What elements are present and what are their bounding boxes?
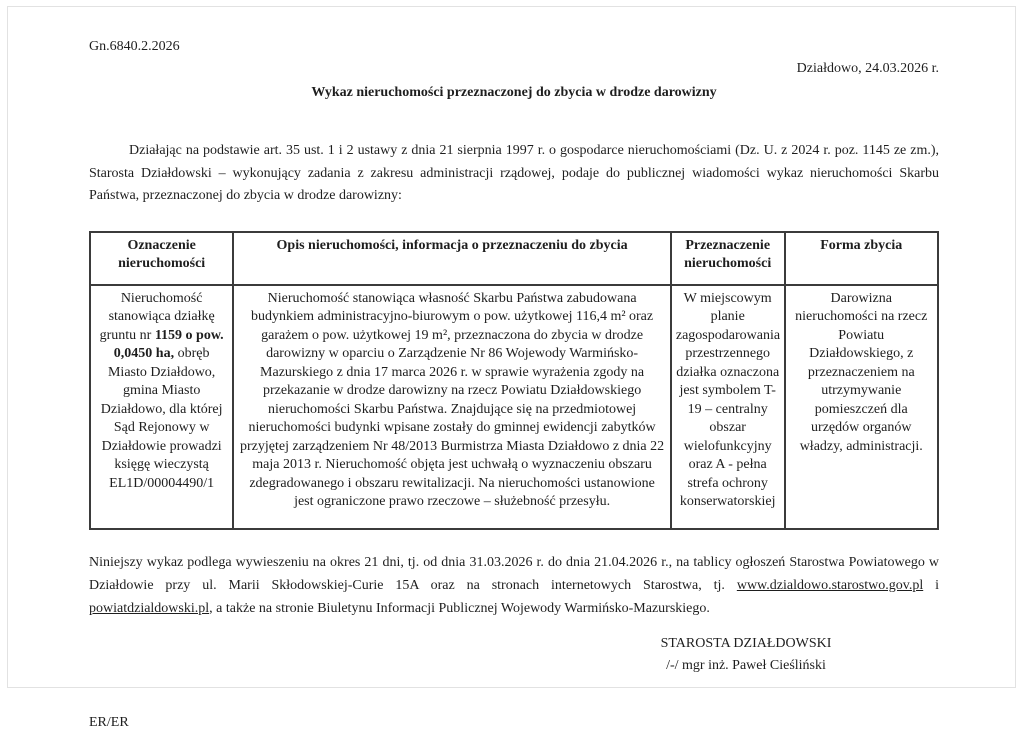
signature-title: STAROSTA DZIAŁDOWSKI <box>660 635 832 651</box>
column-header-purpose: Przeznaczenie nieruchomości <box>671 232 785 285</box>
link-powiat-website[interactable]: powiatdzialdowski.pl, <box>89 600 213 616</box>
link-starostwo-website[interactable]: www.dzialdowo.starostwo.gov.pl <box>736 577 924 593</box>
table-header-row <box>90 232 938 285</box>
notice-paragraph <box>89 551 939 620</box>
column-header-form: Forma zbycia <box>785 232 939 285</box>
column-header-designation: Oznaczenie nieruchomości <box>90 232 233 285</box>
table-row <box>90 285 938 529</box>
signature-name: /-/ mgr inż. Paweł Cieśliński <box>666 657 826 673</box>
intro-paragraph: Działając na podstawie art. 35 ust. 1 i 2 ustawy z dnia 21 sierpnia 1997 r. o gospodarce nieruchomościami (Dz. U. z 2024 r. poz. 1145 ze zm.), Starosta Działdowski – wykonujący zadania z zakresu administracji rządowej, podaje do publicznej wiadomości wykaz nieruchomości Skarbu Państwa, przeznaczonej do zbycia w drodze darowizny: <box>89 143 939 203</box>
reference-number: Gn.6840.2.2026 <box>89 39 180 54</box>
notice-text-middle: i <box>923 577 940 593</box>
designation-text-bold: 1159 o pow. 0,0450 ha, <box>113 327 224 361</box>
purpose-cell: W miejscowym planie zagospodarowania przestrzennego działka oznaczona jest symbolem T-19 – centralny obszar wielofunkcyjny oraz A - pełna strefa ochrony konserwatorskiej <box>671 285 785 529</box>
document-page <box>7 6 1016 730</box>
designation-text-end: obręb Miasto Działdowo, gmina Miasto Działdowo, dla której Sąd Rejonowy w Działdowie prowadzi księgę wieczystą EL1D/00004490/1 <box>100 346 223 491</box>
designation-text-start: Nieruchomość stanowiąca działkę gruntu nr <box>99 290 215 343</box>
form-cell: Darowizna nieruchomości na rzecz Powiatu Działdowskiego, z przeznaczeniem na utrzymywanie pomieszczeń dla urzędów organów władzy, administracji. <box>785 285 939 529</box>
signature-block <box>611 633 881 677</box>
document-content <box>8 7 1015 734</box>
column-header-description: Opis nieruchomości, informacja o przeznaczeniu do zbycia <box>233 232 671 285</box>
place-and-date: Działdowo, 24.03.2026 r. <box>796 61 939 76</box>
description-cell: Nieruchomość stanowiąca własność Skarbu Państwa zabudowana budynkiem administracyjno-biurowym o pow. użytkowej 116,4 m² oraz garażem o pow. użytkowej 19 m², przeznaczona do zbycia w drodze darowizny w oparciu o Zarządzenie Nr 86 Wojewody Warmińsko-Mazurskiego z dnia 17 marca 2026 r. w sprawie wyrażenia zgody na przekazanie w drodze darowizny na rzecz Powiatu Działdowskiego nieruchomości Skarbu Państwa. Znajdujące się na przedmiotowej nieruchomości budynki wpisane zostały do gminnej ewidencji zabytków przyjętej zarządzeniem Nr 48/2013 Burmistrza Miasta Działdowo z dnia 22 maja 2013 r. Nieruchomość objęta jest uchwałą o wyznaczeniu obszaru zdegradowanego i obszaru rewitalizacji. Na nieruchomości ustanowione jest ograniczone prawo rzeczowe – służebność przesyłu. <box>233 285 671 529</box>
designation-cell <box>90 285 233 529</box>
clerk-initials: ER/ER <box>89 714 129 730</box>
property-table <box>89 231 939 530</box>
document-title: Wykaz nieruchomości przeznaczonej do zbycia w drodze darowizny <box>311 85 717 100</box>
notice-text-end: a także na stronie Biuletynu Informacji Publicznej Wojewody Warmińsko-Mazurskiego. <box>212 600 710 616</box>
notice-text-start: Niniejszy wykaz podlega wywieszeniu na okres 21 dni, tj. od dnia 31.03.2026 r. do dnia 21.04.2026 r., na tablicy ogłoszeń Starostwa Powiatowego w Działdowie przy ul. Marii Skłodowskiej-Curie 15A oraz na stronach internetowych Starostwa, tj. <box>89 554 939 593</box>
